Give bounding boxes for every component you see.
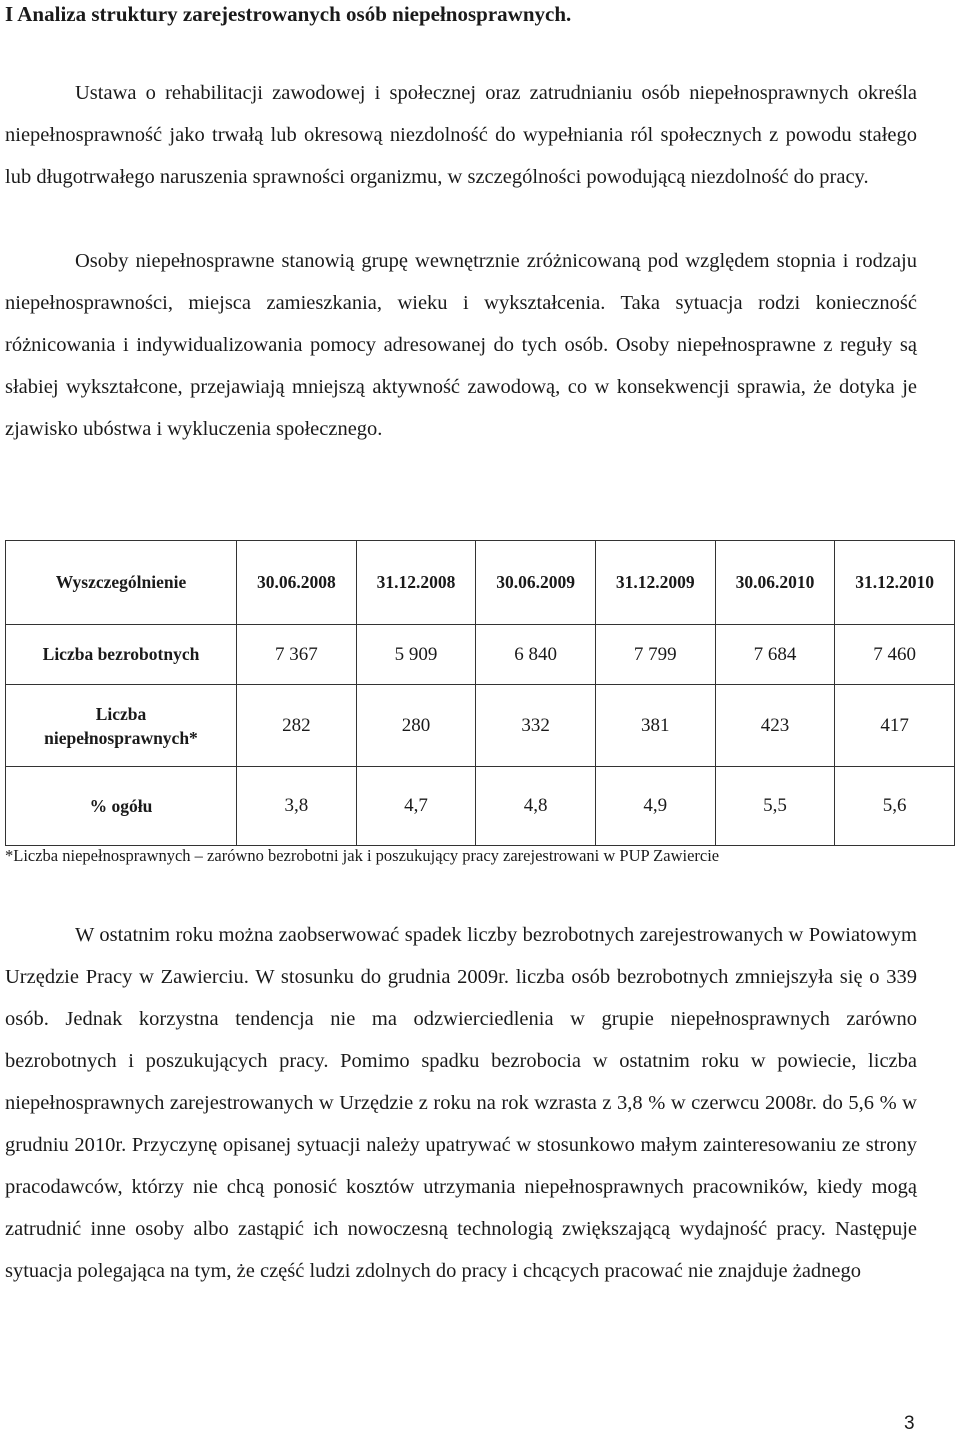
table-cell: 4,8	[476, 767, 596, 846]
table-cell: 6 840	[476, 625, 596, 685]
table-row	[6, 767, 955, 846]
table-header-row	[6, 541, 955, 625]
table-header-cell: 30.06.2010	[715, 541, 835, 625]
table-cell: 4,9	[595, 767, 715, 846]
table-cell: 280	[356, 685, 476, 767]
table-cell: 7 367	[237, 625, 357, 685]
statistics-table	[5, 540, 955, 846]
row-label	[6, 685, 237, 767]
table-cell: 3,8	[237, 767, 357, 846]
table-header-cell: 31.12.2008	[356, 541, 476, 625]
paragraph-analysis: W ostatnim roku można zaobserwować spadek liczby bezrobotnych zarejestrowanych w Powiatowym Urzędzie Pracy w Zawierciu. W stosunku do grudnia 2009r. liczba osób bezrobotnych zmniejszyła się o 339 osób. Jednak korzystna tendencja nie ma odzwierciedlenia w grupie niepełnosprawnych zarówno bezrobotnych i poszukujących pracy. Pomimo spadku bezrobocia w ostatnim roku w powiecie, liczba niepełnosprawnych zarejestrowanych w Urzędzie z roku na rok wzrasta z 3,8 % w czerwcu 2008r. do 5,6 % w grudniu 2010r. Przyczynę opisanej sytuacji należy upatrywać w stosunkowo małym zainteresowaniu ze strony pracodawców, którzy nie chcą ponosić kosztów utrzymania niepełnosprawnych pracowników, kiedy mogą zatrudnić inne osoby albo zastąpić ich nowoczesną technologią zwiększającą wydajność pracy. Następuje sytuacja polegająca na tym, że część ludzi zdolnych do pracy i chcących pracować nie znajduje żadnego	[5, 924, 917, 1282]
table-cell: 417	[835, 685, 955, 767]
row-label-line: Liczba	[95, 703, 147, 724]
page-number: 3	[904, 1413, 915, 1434]
table-cell: 5,6	[835, 767, 955, 846]
table-cell: 4,7	[356, 767, 476, 846]
table-header-cell: 31.12.2010	[835, 541, 955, 625]
table-header-cell: 30.06.2009	[476, 541, 596, 625]
table-header-cell: 31.12.2009	[595, 541, 715, 625]
row-label-line: niepełnosprawnych*	[44, 727, 198, 748]
table-cell: 423	[715, 685, 835, 767]
table-cell: 282	[237, 685, 357, 767]
paragraph-definition: Ustawa o rehabilitacji zawodowej i społecznej oraz zatrudnianiu osób niepełnosprawnych określa niepełnosprawność jako trwałą lub okresową niezdolność do wypełniania ról społecznych z powodu stałego lub długotrwałego naruszenia sprawności organizmu, w szczególności powodującą niezdolność do pracy.	[5, 82, 917, 188]
table-cell: 7 460	[835, 625, 955, 685]
table-cell: 7 684	[715, 625, 835, 685]
table-cell: 7 799	[595, 625, 715, 685]
row-label: Liczba bezrobotnych	[6, 625, 237, 685]
table-row	[6, 625, 955, 685]
table-cell: 332	[476, 685, 596, 767]
section-heading: I Analiza struktury zarejestrowanych osób niepełnosprawnych.	[5, 2, 572, 26]
paragraph-characteristics: Osoby niepełnosprawne stanowią grupę wewnętrznie zróżnicowaną pod względem stopnia i rodzaju niepełnosprawności, miejsca zamieszkania, wieku i wykształcenia. Taka sytuacja rodzi konieczność różnicowania i indywidualizowania pomocy adresowanej do tych osób. Osoby niepełnosprawne z reguły są słabiej wykształcone, przejawiają mniejszą aktywność zawodową, co w konsekwencji sprawia, że dotyka je zjawisko ubóstwa i wykluczenia społecznego.	[5, 250, 917, 440]
table-cell: 5 909	[356, 625, 476, 685]
table-header-cell: 30.06.2008	[237, 541, 357, 625]
table-footnote: *Liczba niepełnosprawnych – zarówno bezrobotni jak i poszukujący pracy zarejestrowani w PUP Zawiercie	[5, 846, 720, 865]
row-label: % ogółu	[6, 767, 237, 846]
table-row	[6, 685, 955, 767]
table-header-cell: Wyszczególnienie	[6, 541, 237, 625]
table-cell: 5,5	[715, 767, 835, 846]
table-cell: 381	[595, 685, 715, 767]
